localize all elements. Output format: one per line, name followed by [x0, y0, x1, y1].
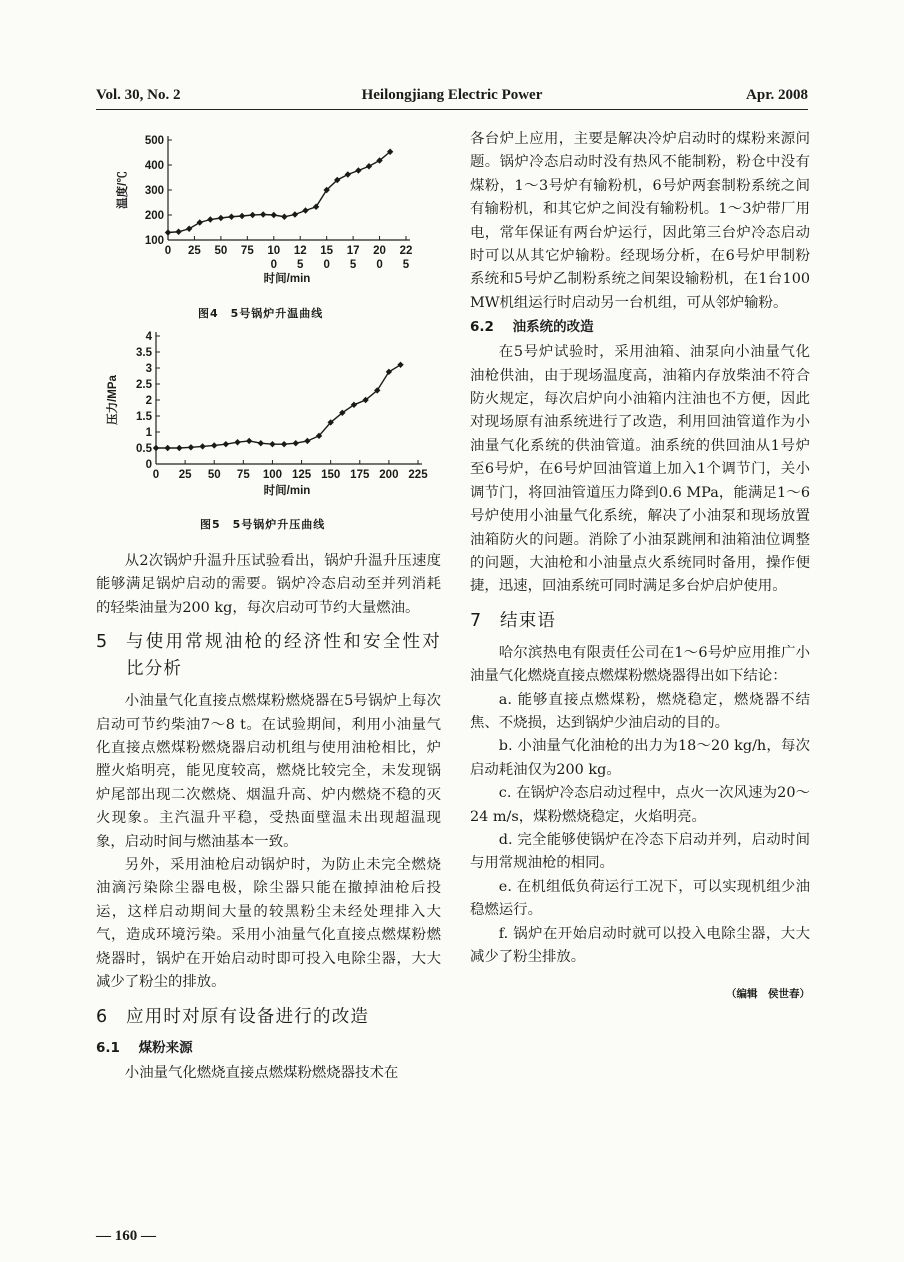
section-7-heading: [470, 608, 810, 635]
y-axis-label: 压力/MPa: [107, 375, 119, 425]
intro-paragraph: 从2次锅炉升温升压试验看出，锅炉升温升压速度能够满足锅炉启动的需要。锅炉冷态启动至并列消耗的轻柴油量为200 kg，每次启动可节约大量燃油。: [96, 553, 441, 616]
conclusion-item: b. 小油量气化油枪的出力为18～20 kg/h，每次启动耗油仅为200 kg。: [470, 738, 810, 778]
header-rule: [96, 109, 808, 110]
data-point: [153, 445, 159, 451]
x-tick-label: 0: [270, 259, 277, 271]
y-tick-label: 1: [145, 427, 152, 439]
paragraph: 哈尔滨热电有限责任公司在1～6号炉应用推广小油量气化燃烧直接点燃煤粉燃烧器得出如下结论：: [470, 644, 810, 685]
data-point: [269, 441, 275, 447]
x-tick-label: 100: [262, 469, 283, 481]
data-point: [302, 207, 308, 213]
paragraph-continued: 各台炉上应用，主要是解决冷炉启动时的煤粉来源问题。锅炉冷态启动时没有热风不能制粉，粉仓中没有煤粉，1～3号炉有输粉机，6号炉两套制粉系统之间有输粉机，和其它炉之间没有输粉机。1～3炉带厂用电，常年保证有两台炉运行，因此第三台炉冷态启动时可以从其它炉输粉。经现场分析，在6号炉甲制粉系统和5号炉乙制粉系统之间架设输粉机，在1台100 MW机组运行时启动另一台机组，可从邻炉输粉。: [470, 131, 810, 311]
x-tick-label: 200: [379, 469, 399, 481]
y-axis-label: 温度/℃: [117, 171, 129, 209]
subsection-title: 油系统的改造: [512, 319, 594, 336]
x-tick-label: 20: [373, 245, 386, 257]
x-tick-label: 25: [188, 245, 201, 257]
data-point: [260, 211, 266, 217]
data-point: [218, 215, 224, 221]
x-tick-label: 50: [207, 469, 221, 481]
data-point: [249, 212, 255, 218]
x-tick-label: 15: [320, 245, 334, 257]
x-tick-label: 12: [293, 245, 307, 257]
section-number: 6: [96, 1006, 109, 1027]
x-tick-label: 225: [408, 469, 428, 481]
data-point: [228, 214, 234, 220]
x-tick-label: 0: [376, 259, 383, 271]
data-point: [188, 444, 194, 450]
paragraph: 小油量气化燃烧直接点燃煤粉燃烧器技术在: [124, 1064, 399, 1081]
x-tick-label: 25: [178, 469, 192, 481]
journal-volume: Vol. 30, No. 2: [96, 87, 181, 103]
subsection-number: 6.1: [96, 1039, 120, 1056]
data-point: [345, 171, 351, 177]
y-tick-label: 3.5: [136, 347, 152, 359]
section-title: 应用时对原有设备进行的改造: [126, 1006, 370, 1027]
temperature-chart: [96, 128, 441, 298]
data-point: [165, 229, 171, 235]
conclusion-item: c. 在锅炉冷态启动过程中，点火一次风速为20～24 m/s，煤粉燃烧稳定，火焰明亮。: [470, 785, 810, 825]
left-column: [96, 550, 441, 1085]
figure-4: [96, 128, 441, 298]
data-point: [246, 438, 252, 444]
data-point: [186, 226, 192, 232]
right-column: [470, 128, 810, 1007]
data-point: [258, 440, 264, 446]
data-point: [211, 442, 217, 448]
data-point: [175, 229, 181, 235]
data-point: [293, 440, 299, 446]
data-point: [223, 441, 229, 447]
figure-5: [96, 324, 441, 504]
section-6-heading: [96, 1004, 441, 1031]
x-tick-label: 75: [236, 469, 250, 481]
data-point: [239, 213, 245, 219]
conclusion-item: d. 完全能够使锅炉在冷态下启动并列，启动时间与用常规油枪的相同。: [470, 831, 810, 872]
y-tick-label: 0: [145, 459, 152, 471]
data-point: [164, 445, 170, 451]
data-point: [292, 211, 298, 217]
data-point: [366, 163, 372, 169]
x-tick-label: 5: [349, 259, 357, 271]
x-tick-label: 5: [402, 259, 410, 271]
section-title: 结束语: [500, 610, 557, 631]
y-tick-label: 2: [145, 395, 152, 407]
y-tick-label: 400: [144, 160, 164, 172]
conclusion-item: e. 在机组低负荷运行工况下，可以实现机组少油稳燃运行。: [470, 878, 810, 919]
y-tick-label: 100: [144, 235, 164, 247]
x-axis-label: 时间/min: [263, 485, 311, 497]
x-tick-label: 75: [240, 245, 254, 257]
page-number: — 160 —: [96, 1228, 156, 1244]
subsection-number: 6.2: [470, 319, 494, 336]
x-tick-label: 10: [267, 245, 281, 257]
y-tick-label: 2.5: [136, 379, 152, 391]
conclusion-item: a. 能够直接点燃煤粉，燃烧稳定，燃烧器不结焦、不烧损，达到锅炉少油启动的目的。: [470, 691, 810, 731]
data-point: [281, 214, 287, 220]
data-point: [199, 443, 205, 449]
data-point: [304, 438, 310, 444]
data-point: [207, 216, 213, 222]
journal-name: Heilongjiang Electric Power: [361, 87, 543, 103]
data-point: [234, 439, 240, 445]
paragraph: 另外，采用油枪启动锅炉时，为防止未完全燃烧油滴污染除尘器电极，除尘器只能在撤掉油枪后投运，这样启动期间大量的较黑粉尘未经处理排入大气，造成环境污染。采用小油量气化直接点燃煤粉燃烧器时，锅炉在开始启动时即可投入电除尘器，大大减少了粉尘的排放。: [96, 857, 441, 991]
x-tick-label: 150: [321, 469, 341, 481]
pressure-chart: [96, 324, 441, 504]
section-number: 7: [470, 610, 483, 631]
y-tick-label: 1.5: [136, 411, 152, 423]
y-tick-label: 300: [144, 185, 164, 197]
section-number: 5: [96, 632, 109, 653]
series-line: [168, 152, 390, 233]
subsection-6-1-heading: [96, 1038, 441, 1059]
y-tick-label: 500: [144, 135, 164, 147]
x-tick-label: 0: [152, 469, 160, 481]
x-tick-label: 0: [164, 245, 172, 257]
y-tick-label: 3: [145, 363, 152, 375]
x-tick-label: 50: [214, 245, 228, 257]
data-point: [355, 167, 361, 173]
x-tick-label: 22: [399, 245, 413, 257]
x-axis-label: 时间/min: [263, 273, 311, 285]
section-title: 与使用常规油枪的经济性和安全性对比分析: [126, 632, 441, 680]
subsection-6-2-heading: [470, 317, 810, 338]
figure-4-caption: 图4 5号锅炉升温曲线: [198, 307, 324, 320]
editor-note: （编辑 侯世春）: [726, 988, 810, 1001]
data-point: [386, 369, 392, 375]
paragraph: 在5号炉试验时，采用油箱、油泵向小油量气化油枪供油，由于现场温度高，油箱内存放柴油不符合防火规定，每次启炉向小油箱内注油也不方便，因此对现场原有油系统进行了改造，利用回油管道作为小油量气化系统的供油管道。油系统的供回油从1号炉至6号炉，在6号炉回油管道上加入1个调节门，关小调节门，将回油管道压力降到0.6 MPa，能满足1～6号炉使用小油量气化系统，解决了小油泵和现场放置油箱防火的问题。消除了小油泵跳闸和油箱油位调整的问题，大油枪和小油量点火系统同时备用，操作便捷，迅速，回油系统可同时满足多台炉启炉使用。: [470, 344, 810, 595]
x-tick-label: 125: [291, 469, 312, 481]
data-point: [281, 441, 287, 447]
issue-date: Apr. 2008: [746, 87, 808, 103]
paragraph: 小油量气化直接点燃煤粉燃烧器在5号锅炉上每次启动可节约柴油7～8 t。在试验期间，利用小油量气化直接点燃煤粉燃烧器启动机组与使用油枪相比，炉膛火焰明亮，能见度较高，燃烧比较完全，未发现锅炉尾部出现二次燃烧、烟温升高、炉内燃烧不稳的灭火现象。主汽温升平稳，受热面壁温未出现超温现象，启动时间与燃油基本一致。: [96, 693, 441, 850]
y-tick-label: 200: [144, 210, 164, 222]
subsection-title: 煤粉来源: [138, 1039, 193, 1056]
data-point: [197, 219, 203, 225]
data-point: [176, 445, 182, 451]
x-tick-label: 5: [297, 259, 304, 271]
x-tick-label: 175: [350, 469, 370, 481]
section-5-heading: [96, 629, 441, 683]
x-tick-label: 0: [323, 259, 330, 271]
y-tick-label: 4: [145, 331, 152, 343]
series-line: [156, 365, 401, 448]
y-tick-label: 0.5: [136, 443, 152, 455]
figure-5-caption: 图5 5号锅炉升压曲线: [200, 518, 326, 531]
conclusion-item: f. 锅炉在开始启动时就可以投入电除尘器，大大减少了粉尘排放。: [470, 925, 810, 965]
x-tick-label: 17: [346, 245, 360, 257]
data-point: [271, 212, 277, 218]
data-point: [397, 362, 403, 368]
